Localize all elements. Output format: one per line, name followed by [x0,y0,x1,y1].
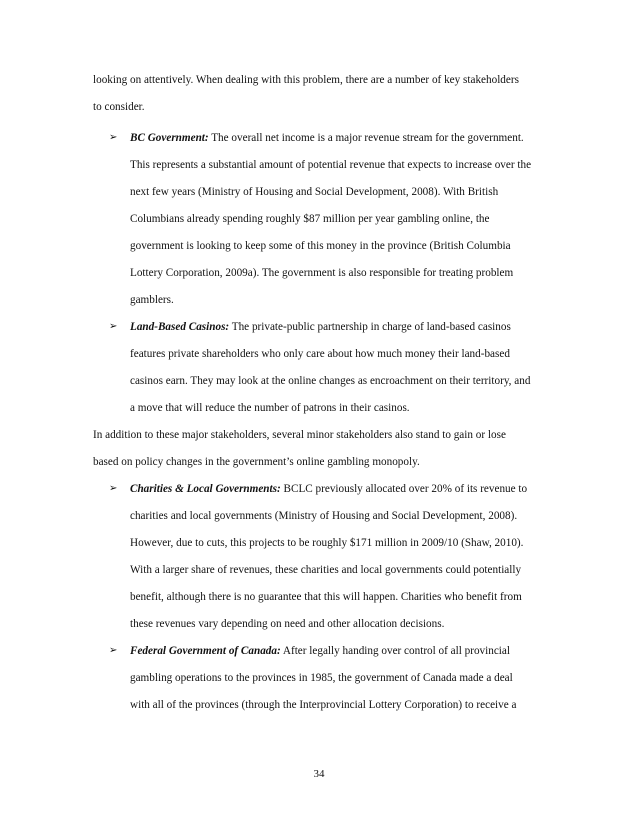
intro-line-1: looking on attentively. When dealing with this problem, there are a number of key stakeholders [93,74,519,86]
bullet-arrow-icon: ➢ [109,645,118,656]
bullet-line: However, due to cuts, this projects to be roughly $171 million in 2009/10 (Shaw, 2010). [130,537,524,549]
bullet-line: gambling operations to the provinces in 1985, the government of Canada made a deal [130,672,513,684]
bullet-text: After legally handing over control of all provincial [280,645,510,657]
bullet-line: government is looking to keep some of this money in the province (British Columbia [130,240,511,252]
bullet-line: With a larger share of revenues, these charities and local governments could potentially [130,564,522,576]
bullet-line: Lottery Corporation, 2009a). The government is also responsible for treating problem [130,267,514,279]
middle-line-1: In addition to these major stakeholders, several minor stakeholders also stand to gain or lose [93,429,506,441]
bullet-arrow-icon: ➢ [109,321,118,332]
bullet-arrow-icon: ➢ [109,483,118,494]
stakeholder-term: Land-Based Casinos: [130,321,230,333]
bullet-land-based-casinos-first-line [130,320,511,334]
bullet-line: gamblers. [130,294,174,306]
intro-line-2: to consider. [93,101,145,113]
bullet-line: This represents a substantial amount of potential revenue that expects to increase over the [130,159,532,171]
bullet-line: next few years (Ministry of Housing and Social Development, 2008). With British [130,186,499,198]
stakeholder-term: BC Government: [130,132,209,144]
bullet-line: with all of the provinces (through the Interprovincial Lottery Corporation) to receive a [130,699,517,711]
bullet-text: The private-public partnership in charge of land-based casinos [229,321,511,333]
bullet-line: these revenues vary depending on need and other allocation decisions. [130,618,445,630]
bullet-line: charities and local governments (Ministry of Housing and Social Development, 2008). [130,510,518,522]
stakeholder-term: Charities & Local Governments: [130,483,281,495]
bullet-line: casinos earn. They may look at the online changes as encroachment on their territory, and [130,375,531,387]
bullet-bc-government-first-line [130,131,524,145]
middle-line-2: based on policy changes in the government’s online gambling monopoly. [93,456,420,468]
bullet-line: Columbians already spending roughly $87 million per year gambling online, the [130,213,490,225]
bullet-line: benefit, although there is no guarantee that this will happen. Charities who benefit from [130,591,522,603]
bullet-line: a move that will reduce the number of patrons in their casinos. [130,402,410,414]
bullet-text: The overall net income is a major revenue stream for the government. [208,132,524,144]
bullet-line: features private shareholders who only care about how much money their land-based [130,348,510,360]
bullet-text: BCLC previously allocated over 20% of its revenue to [280,483,528,495]
bullet-federal-government-first-line [130,644,510,658]
stakeholder-term: Federal Government of Canada: [130,645,281,657]
bullet-charities-first-line [130,482,527,496]
bullet-arrow-icon: ➢ [109,132,118,143]
page-number: 34 [313,768,325,780]
